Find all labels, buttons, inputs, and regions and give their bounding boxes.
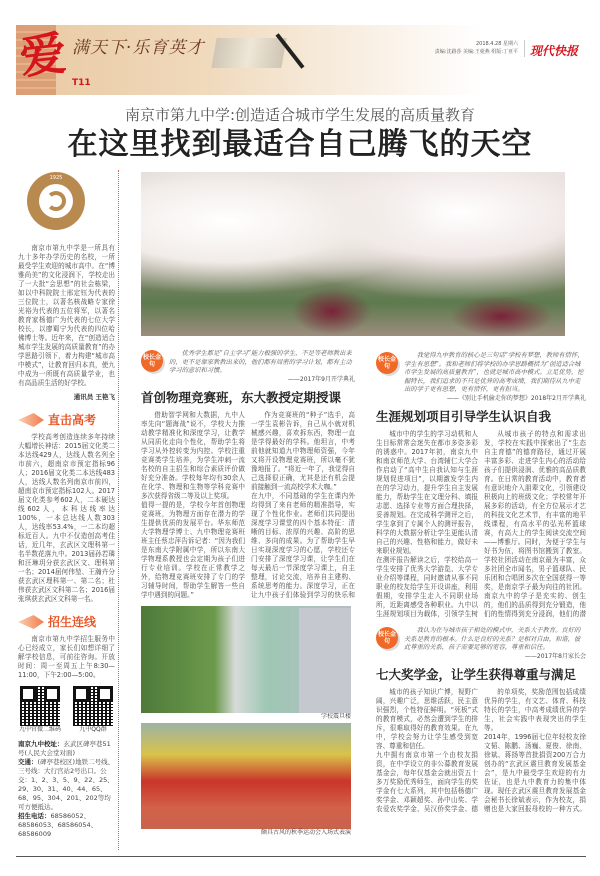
- scholarship-col-1: 城市的孩子知识广博，视野广阔，兴趣广泛，思维活跃，民主意识强烈，个性特征鲜明。“死板”式的教育模式，必然会遭到学生的排斥，很难取得好的教育效果。在九中，学校会努力让学生感受到宽容、尊重和信任。 九中拥有南京市第一个由校友捐资，在中学设立的非公募教育发展基金会，每年仅基金会就出资五十多万奖励优秀师生，面向学生的奖学金有七大系列，其中包括杨德广奖学金、邓颖超奖、孙中山奖、学农爱农奖学金、吴汉侨奖学金、德: [376, 687, 478, 813]
- physics-body: [141, 411, 355, 600]
- issue-info: [430, 40, 518, 56]
- arrow-icon: [18, 413, 44, 427]
- career-col-2: 从城市孩子的特点和需求出发，学校在实践中探索出了“生态自主育德”的德育路径，通过开展丰富多彩、走进学生内心的活动给孩子们提供浸润、优雅的高品质教育。在日常的教育活动中，教育者有意识地介入朋辈文化，引领建设积极向上的班级文化；学校常年开展多彩的活动，有全方位展示才艺的科技文化艺术节，有丰富的地平线课程，有高水平的弘光杯篮球赛，有高大上的学生阅读交流空间——博雅厅。同时，为便于学生与好书为伍，将图书馆搬到了教室。学校社团活动在南京最为丰富，众多社团全市闻名，男子篮球队、民乐团和合唱团多次在全国获得一等奖，是南京学子最为向往的社团。南京九中的学子是充实的、创生的，他们的品质得到充分锻造，他们的性情得到充分浸润，他们的潜: [484, 429, 586, 618]
- section-title-physics: 首创物理竞赛班，东大教授定期授课: [141, 389, 342, 405]
- quote-text: 优秀学生都是“自主学习”能力极强的学生，不是等老师教出来的，更不是靠家教教出来的，他们都有周密的学习计划，都有主动学习的意识和习惯。: [169, 350, 352, 375]
- quote-text: 我认为在与城市孩子相处的模式中，关系大于教育。良好的关系是教育的根本。什么是良好的关系？是相对自由，和谐，彼此尊重的关系，孩子需要足够的宽容，尊重和信任。: [404, 626, 581, 652]
- quote-badge: 校长金句: [376, 627, 398, 649]
- admissions-text: 南京市第九中学招生服务中心已经成立，家长们如想详细了解学校信息，可前往咨询。开放时间：周一至周五上午8:30—11:00，下午2:00—5:00。: [18, 635, 115, 679]
- principal-quote-3: [376, 627, 586, 661]
- qr-label: 九中官微二维码: [18, 726, 61, 733]
- career-col-1: 城市中的学生的学习动机和人生目标常常会迷失在都市多姿多彩的诱惑中。2017年初，南京九中和南京师范大学、台湾辅仁大学合作启动了“高中生自我认知与生涯规划促进项目”，以期激发学生内在的学习动力，提升学生自主发展能力，帮助学生在文理分科、填报志愿、选择专业等方面合理抉择，妥善规划。在完成科学测评之后，学生拿到了专属个人的测评报告，科学的大数据分析让学生更能认清自己的兴趣、性格和能力，做好未来职业规划。 在测评报告解读之后，学校给高一学生安排了优秀大学游览、大学专业介绍等课程，同时邀请从事不同职业的校友给学生开设讲座，利用假期，安排学生走入不同职业场所，近距离感受各种职业。九中以生涯规划项目为载体，引领学生树: [376, 429, 478, 618]
- section-heading-admissions: [18, 614, 115, 630]
- masthead-ai-character: 爱: [17, 25, 69, 85]
- school-emblem-wrap: [27, 172, 85, 230]
- gaokao-text: 学校高考创造连续多年持续大幅增长神话：2015届文化类二本达线429人，达线人数名列全市前六，超南京市预定指标96人；2016届文化类二本达线483人，达线人数名列南京市前四，超南京市预定指标102人。2017届文化类参考602人，二本硬达线602人，本科达线率达100%，一本总达线人数303人，达线率53.4%，一二本均超标近百人。九中不仅造创高考佳话，近几年，玄武区文理科第一名半数花落九中。2013届孙若璘和汪琳玥分获玄武区文、理科第一名；2014届何伟堃、王瀚卉分获玄武区理科第一、第二名；杜伟获玄武区文科第二名；2016届张琪获玄武区文科第一名。: [18, 433, 115, 603]
- emblem-year: 1925: [49, 175, 63, 181]
- school-building-photo: [141, 606, 351, 713]
- sidebar: [18, 172, 115, 839]
- principal-quote-2: [376, 352, 586, 403]
- section-title-career: 生涯规划项目引导学生认识自我: [376, 408, 552, 424]
- right-column: [376, 352, 586, 814]
- sports-meet-photo: [141, 723, 351, 829]
- byline: 通讯员 王艳飞: [73, 393, 115, 401]
- principal-quote-1: [141, 350, 355, 384]
- divider: [524, 40, 525, 57]
- newspaper-logo: 现代快报: [530, 44, 579, 58]
- career-body: [376, 430, 586, 619]
- quote-badge: 校长金句: [141, 350, 163, 372]
- transit: (碑亭巷校区)地铁二号线、三号线：大行宫站2号出口。公交：1、2、3、5、9、22、25、29、30、31、40、44、65、68、95、304、201、202等均可方便抵达。: [18, 758, 115, 811]
- arrow-icon: [18, 615, 44, 629]
- middle-column: [141, 350, 355, 837]
- qr-qq-group[interactable]: [71, 686, 115, 734]
- qr-codes: [18, 686, 115, 734]
- scholarship-col-2: 的单项奖，奖励范围包括成绩优异的学生，有文艺、体育、科技特长的学生，中高考成绩优异的学生，社会实践中表现突出的学生等。 2014年，1996届七位年轻校友徐文韬、陈鹏、汤巍、夏俊、徐南、徐斌、蒋扬等首批捐资200万合力创办的“玄武区震旦教育发展基金会”，是九中最受学生欢迎的有力佐证，也是九中教育力的集中体现。现任玄武区震旦教育发展基金会秘书长徐斌表示，作为校友，捐赠也是大家回报母校的一种方式。: [484, 687, 586, 813]
- quote-source: ——《别让手机偷走你的梦想》2018年2月开学典礼: [446, 394, 586, 402]
- qr-wechat[interactable]: [18, 686, 62, 734]
- article-subtitle: 南京市第九中学:创造适合城市学生发展的高质量教育: [124, 106, 476, 124]
- quote-source: ——2017年9月开学典礼: [287, 375, 355, 383]
- section-title: 直击高考: [48, 413, 97, 427]
- scholarship-body: [376, 688, 586, 814]
- qr-label: 九中QQ群: [79, 726, 107, 733]
- photo-caption: 学校震旦楼: [320, 712, 351, 720]
- quote-text: 我觉得九中教育的核心是三句话“学校有梦想，教师有情怀，学生有思想”。我和老师们将学校的办学思路概括为“创造适合城市学生发展的高质量教育”，也就是城市高中模式。立足优势，挖掘特长，我们追求的不只是优异的高考成绩，我们期待从九中走出的学子更有思想，更有情怀，更有担当。: [404, 352, 584, 394]
- quote-badge: 校长金句: [376, 352, 398, 374]
- masthead-slogan: 满天下·乐育英才: [72, 38, 205, 58]
- cherry-blossom-photo: [141, 172, 565, 336]
- physics-col-2: 作为竞赛班的“种子”选手，高一学生袁彬告诉，自己从小就对机械感兴趣，喜欢拆东西，物理一直是学得最好的学科。他坦言，中考前他就知道九中物理师资强，今年又将开设物理竞赛班，所以毫不犹豫地报了。“将近一年了，我觉得自己选择很正确，尤其是还有机会提前接触到一流高校学术大咖。” 在九中，不同基础的学生在课内外均得到了来自老师的精准指导，实现了个性化作业。老师们共同提出深度学习课堂的四个基本特征：清晰的目标、浓厚的兴趣、高阶的思维、多向的成果。为了帮助学生早日实现深度学习的心愿，学校还专门安排了深度学习课，让学生们在每天最后一节深度学习课上，自主整理，讨论交流，培养自主建构、系统思考的能力。深度学习，正在让九中孩子们体验到学习的快乐和: [251, 410, 355, 599]
- phone: 68586052、68586053、68586054、68586009: [18, 812, 98, 838]
- qr-code-icon[interactable]: [73, 686, 113, 726]
- quote-source: ——2017年8月家长会: [524, 652, 586, 660]
- editors: 责编:沈路莎 美编:王菀燕 组版:丁亚平: [434, 49, 518, 55]
- photo-caption: 颇具古风的秋季运动会入场式表演: [260, 828, 351, 836]
- phone-label: 招生电话：: [18, 812, 51, 820]
- column-divider: [118, 170, 119, 850]
- bottom-rule: [16, 856, 586, 857]
- qr-code-icon[interactable]: [20, 686, 60, 726]
- contact-info: [18, 740, 115, 839]
- address: 玄武区碑亭巷51号(人民大会堂对面): [18, 740, 111, 757]
- page-number: T11: [72, 78, 91, 88]
- section-heading-gaokao: [18, 412, 115, 428]
- physics-col-1: 借助智学网和大数据，九中人率先向“题海战”说不，学校大力推动教学精准化和深度学习，让教学从同质化走向个性化，帮助学生将学习从外控转变为内控。学校注重竞赛类学生培养，为学生冲刺一流名校的自主招生和综合素质评价做好充分准备。学校每年均有30余人在化学、物理和生物等学科竞赛中多次获得省级二等及以上奖项。 值得一提的是，学校今年首创物理竞赛班，为物理方面存在潜力的学生提供优质的发展平台。华东师范大学物理学博士、九中物理竞赛班班主任蔡忠萍告诉记者：“因为我们是东南大学附属中学，所以东南大学物理系教授也会定期为孩子们进行专业培训。学校在正常教学之外，给物理竞赛班安排了专门的学习辅导时间，帮助学生解答一些自学中遇到的问题。”: [141, 410, 245, 599]
- transit-label: 交通：: [18, 758, 38, 766]
- section-title: 招生连线: [48, 615, 97, 629]
- section-title-scholarship: 七大奖学金，让学生获得尊重与满足: [376, 666, 577, 682]
- article-headline: 在这里找到最适合自己腾飞的天空: [67, 127, 533, 162]
- address-label: 南京九中校址：: [18, 740, 64, 748]
- issue-date: 2018.4.28 星期六: [475, 41, 518, 47]
- school-intro: 南京市第九中学是一所具有九十多年办学历史的名校，一所最受学生欢迎的城市高中。在“博雅尚美”的文化浸润下，学校走出了一大批“会思想”的社会栋梁，如以中科院院士邢定钰为代表的三位院士，以著名核战略专家徐光裕为代表的五位将军，以著名教育家杨德广为代表的七位大学校长，以廖蜀宁为代表的四位哈佛博士等。近年来，在“创造适合城市学生发展的高质量教育”的办学思路引领下，着力构建“城市高中模式”，让教育回归本真，使九中成为一所既有高质量学业，也有高品质生活的好学校。: [18, 244, 115, 387]
- open-book-illustration: [211, 38, 286, 68]
